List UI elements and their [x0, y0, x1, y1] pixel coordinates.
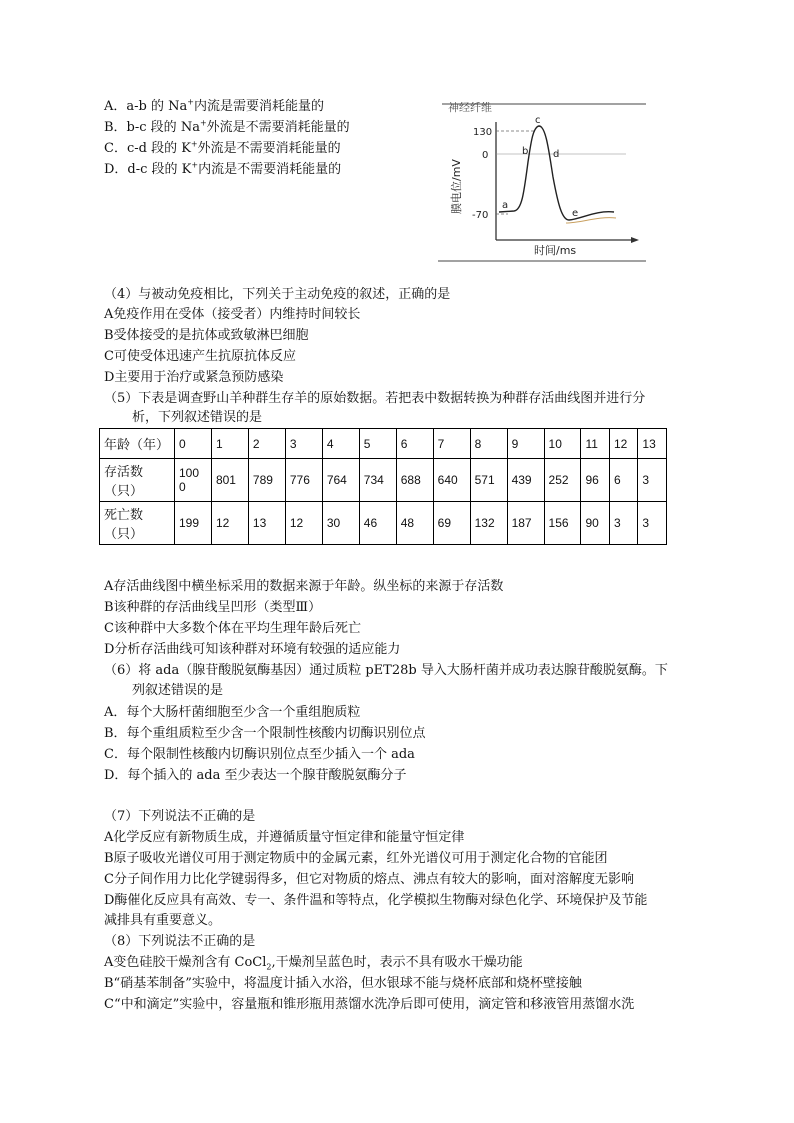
q4-option-b: B受体接受的是抗体或致敏淋巴细胞: [104, 328, 309, 343]
graph-point-e: e: [572, 208, 579, 219]
table-cell: 3: [638, 459, 667, 502]
table-cell: 789: [248, 459, 285, 502]
q7-option-c: C分子间作用力比化学键弱得多，但它对物质的熔点、沸点有较大的影响，面对溶解度无影响: [104, 872, 634, 887]
table-cell: 46: [359, 502, 396, 545]
q6-option-a: A．每个大肠杆菌细胞至少含一个重组胞质粒: [104, 705, 361, 720]
table-cell: 8: [470, 429, 507, 459]
q4-option-a: A免疫作用在受体（接受者）内维持时间较长: [104, 307, 361, 322]
graph-point-c: c: [535, 115, 541, 126]
table-cell: 439: [507, 459, 544, 502]
q7-option-d: D酶催化反应具有高效、专一、条件温和等特点，化学模拟生物酶对绿色化学、环境保护及节能: [104, 893, 648, 908]
table-cell: 5: [359, 429, 396, 459]
table-cell: 688: [396, 459, 433, 502]
table-cell: 252: [544, 459, 581, 502]
table-cell: 7: [433, 429, 470, 459]
q8-option-b: B“硝基苯制备”实验中，将温度计插入水浴，但水银球不能与烧杯底部和烧杯壁接触: [104, 976, 582, 991]
table-cell: 30: [322, 502, 359, 545]
q8-stem: （8）下列说法不正确的是: [104, 934, 256, 949]
graph-curve: [499, 126, 614, 220]
table-cell: 3: [609, 502, 637, 545]
table-cell: 9: [507, 429, 544, 459]
q4-option-d: D主要用于治疗或紧急预防感染: [104, 370, 284, 385]
table-cell: 69: [433, 502, 470, 545]
q6-stem-line2: 列叙述错误的是: [132, 683, 224, 698]
table-row-survive: [100, 459, 667, 502]
q3-option-a: A．a-b 的 Na+内流是需要消耗能量的: [104, 97, 324, 114]
table-cell: 734: [359, 459, 396, 502]
table-cell: 776: [285, 459, 322, 502]
table-cell: 0: [175, 429, 212, 459]
q7-option-a: A化学反应有新物质生成，并遵循质量守恒定律和能量守恒定律: [104, 830, 465, 845]
action-potential-graph: [436, 102, 646, 262]
q6-option-c: C．每个限制性核酸内切酶识别位点至少插入一个 ada: [104, 747, 415, 762]
table-cell: 156: [544, 502, 581, 545]
graph-tick-130: 130: [473, 127, 493, 138]
q7-stem: （7）下列说法不正确的是: [104, 809, 256, 824]
q5-option-a: A存活曲线图中横坐标采用的数据来源于年龄。纵坐标的来源于存活数: [104, 579, 504, 594]
table-cell: 11: [581, 429, 609, 459]
table-cell: 4: [322, 429, 359, 459]
graph-point-a: a: [502, 200, 509, 211]
graph-ylabel: 膜电位/mV: [450, 159, 463, 214]
table-cell: 801: [211, 459, 248, 502]
table-cell: 571: [470, 459, 507, 502]
table-cell: 13: [638, 429, 667, 459]
graph-xlabel: 时间/ms: [534, 244, 577, 257]
q5-option-d: D分析存活曲线可知该种群对环境有较强的适应能力: [104, 642, 401, 657]
graph-tick-0: 0: [482, 150, 489, 161]
table-header-age: 年龄（年）: [100, 429, 175, 459]
graph-point-b: b: [522, 146, 529, 157]
q3-option-d: D．d-c 段的 K+内流是不需要消耗能量的: [104, 160, 342, 177]
table-cell: 2: [248, 429, 285, 459]
table-cell: 199: [175, 502, 212, 545]
survival-table: [99, 428, 667, 545]
q5-option-b: B该种群的存活曲线呈凹形（类型Ⅲ）: [104, 600, 322, 615]
q6-option-b: B．每个重组质粒至少含一个限制性核酸内切酶识别位点: [104, 726, 426, 741]
table-cell: 764: [322, 459, 359, 502]
table-cell: 187: [507, 502, 544, 545]
table-cell: 12: [211, 502, 248, 545]
q3-option-c: C．c-d 段的 K+外流是不需要消耗能量的: [104, 139, 341, 156]
q5-stem-line2: 析，下列叙述错误的是: [132, 410, 263, 425]
q7-option-d-continued: 减排具有重要意义。: [104, 913, 222, 928]
q4-option-c: C可使受体迅速产生抗原抗体反应: [104, 349, 296, 364]
table-cell: 10: [544, 429, 581, 459]
table-cell: 96: [581, 459, 609, 502]
table-cell: 3: [285, 429, 322, 459]
table-header-death: 死亡数 （只）: [100, 502, 175, 545]
table-cell: 6: [609, 459, 637, 502]
table-cell: 3: [638, 502, 667, 545]
table-cell: 12: [285, 502, 322, 545]
q8-option-c: C“中和滴定”实验中，容量瓶和锥形瓶用蒸馏水洗净后即可使用，滴定管和移液管用蒸馏水洗: [104, 997, 635, 1012]
q3-option-b: B．b-c 段的 Na+外流是不需要消耗能量的: [104, 118, 350, 135]
table-cell: 48: [396, 502, 433, 545]
table-row-death: [100, 502, 667, 545]
table-cell: 13: [248, 502, 285, 545]
table-row-age: [100, 429, 667, 459]
q6-stem-line1: （6）将 ada（腺苷酸脱氨酶基因）通过质粒 pET28b 导入大肠杆菌并成功表达腺苷酸脱氨酶。下: [104, 663, 668, 678]
q7-option-b: B原子吸收光谱仪可用于测定物质中的金属元素，红外光谱仪可用于测定化合物的官能团: [104, 851, 608, 866]
q4-stem: （4）与被动免疫相比，下列关于主动免疫的叙述，正确的是: [104, 287, 451, 302]
table-cell: 100 0: [175, 459, 212, 502]
graph-point-d: d: [553, 149, 560, 160]
graph-tick-minus70: -70: [472, 210, 489, 221]
table-cell: 12: [609, 429, 637, 459]
q5-option-c: C该种群中大多数个体在平均生理年龄后死亡: [104, 621, 361, 636]
table-cell: 132: [470, 502, 507, 545]
table-cell: 640: [433, 459, 470, 502]
graph-x-arrow: [631, 237, 639, 243]
graph-top-label: 神经纤维: [448, 102, 492, 114]
table-cell: 6: [396, 429, 433, 459]
table-header-survive: 存活数 （只）: [100, 459, 175, 502]
q6-option-d: D．每个插入的 ada 至少表达一个腺苷酸脱氨酶分子: [104, 768, 407, 783]
q8-option-a: A变色硅胶干燥剂含有 CoCl$_2$,干燥剂呈蓝色时，表示不具有吸水干燥功能: [104, 955, 523, 972]
table-cell: 1: [211, 429, 248, 459]
q5-stem-line1: （5）下表是调查野山羊种群生存羊的原始数据。若把表中数据转换为种群存活曲线图并进行分: [104, 391, 646, 406]
table-cell: 90: [581, 502, 609, 545]
